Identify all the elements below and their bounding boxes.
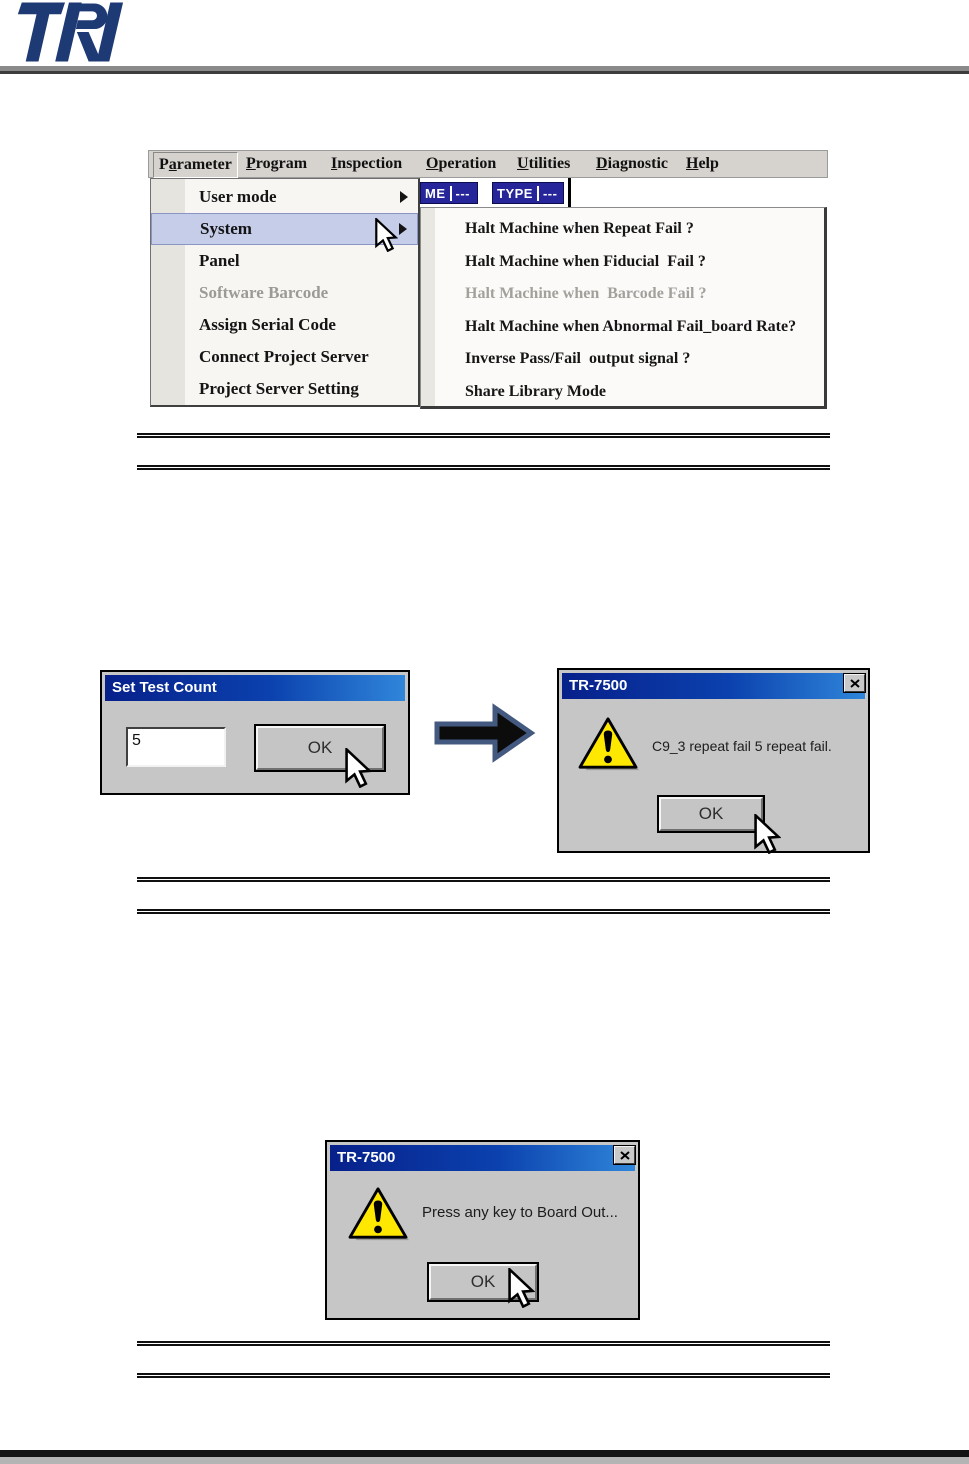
menu-program[interactable]: Program <box>246 155 308 172</box>
menu-utilities[interactable]: Utilities <box>517 155 571 172</box>
submenuitem-halt-fiducial-fail[interactable]: Halt Machine when Fiducial Fail ? <box>465 252 706 270</box>
footer-rule <box>0 1450 969 1457</box>
dialog-message: C9_3 repeat fail 5 repeat fail. <box>652 738 832 754</box>
tri-logo <box>8 0 126 64</box>
submenuitem-share-library-mode[interactable]: Share Library Mode <box>465 382 607 400</box>
dialog-titlebar[interactable] <box>562 673 865 699</box>
dialog-message: Press any key to Board Out... <box>422 1204 618 1221</box>
caption-rule <box>137 909 830 914</box>
toolbar-divider <box>568 178 571 208</box>
submenu-arrow-icon <box>400 191 408 203</box>
ok-button[interactable]: OK <box>657 795 765 833</box>
dialog-title: Set Test Count <box>112 679 217 696</box>
menu-help[interactable]: Help <box>686 155 719 172</box>
dialog-title: TR-7500 <box>569 677 628 694</box>
caption-rule <box>137 433 830 438</box>
menuitem-connect-project-server[interactable]: Connect Project Server <box>199 347 369 366</box>
menu-parameter[interactable]: Parameter <box>153 152 238 178</box>
toolbar-strip <box>420 178 827 208</box>
caption-rule <box>137 465 830 470</box>
repeat-fail-dialog <box>557 668 870 853</box>
menu-inspection[interactable]: Inspection <box>331 155 403 172</box>
submenu-arrow-icon <box>399 223 407 235</box>
type-field[interactable]: TYPE --- <box>492 182 564 204</box>
ok-button[interactable]: OK <box>254 724 386 772</box>
close-icon[interactable] <box>614 1146 635 1164</box>
menuitem-software-barcode[interactable]: Software Barcode <box>199 283 329 302</box>
ok-button[interactable]: OK <box>427 1262 539 1302</box>
mouse-cursor-icon <box>507 1268 535 1308</box>
mouse-cursor-icon <box>344 748 372 788</box>
menu-bar <box>148 150 828 178</box>
parameter-dropdown <box>150 178 420 407</box>
system-submenu <box>420 207 827 409</box>
warning-icon <box>577 716 639 772</box>
caption-rule <box>137 877 830 882</box>
dialog-titlebar[interactable] <box>330 1145 635 1171</box>
dialog-title: TR-7500 <box>337 1149 396 1166</box>
set-test-count-dialog <box>100 670 410 795</box>
menuitem-system[interactable]: System <box>151 213 418 245</box>
dialog-titlebar[interactable] <box>105 675 405 701</box>
flow-arrow-icon <box>433 700 537 766</box>
test-count-input[interactable] <box>126 727 226 767</box>
warning-icon <box>347 1186 409 1242</box>
caption-rule <box>137 1341 830 1346</box>
submenuitem-halt-repeat-fail[interactable]: Halt Machine when Repeat Fail ? <box>465 220 694 237</box>
menu-diagnostic[interactable]: Diagnostic <box>596 155 669 172</box>
menuitem-project-server-setting[interactable]: Project Server Setting <box>199 379 359 398</box>
footer-rule-shadow <box>0 1457 969 1464</box>
name-field[interactable]: ME --- <box>420 182 478 204</box>
close-icon[interactable] <box>844 674 865 692</box>
menu-screenshot <box>148 150 828 410</box>
submenuitem-halt-barcode-fail[interactable]: Halt Machine when Barcode Fail ? <box>465 285 707 302</box>
submenuitem-halt-abnormal-rate[interactable]: Halt Machine when Abnormal Fail_board Rate? <box>465 317 797 335</box>
submenu-gutter <box>421 208 435 406</box>
menu-operation[interactable]: Operation <box>426 155 497 172</box>
board-out-dialog <box>325 1140 640 1320</box>
header-rule <box>0 66 969 74</box>
menuitem-user-mode[interactable]: User mode <box>151 181 418 213</box>
mouse-cursor-icon <box>753 814 781 854</box>
mouse-cursor-icon <box>374 218 398 252</box>
submenuitem-inverse-passfail[interactable]: Inverse Pass/Fail output signal ? <box>465 350 691 367</box>
menuitem-panel[interactable]: Panel <box>199 251 240 270</box>
menuitem-assign-serial-code[interactable]: Assign Serial Code <box>199 315 336 334</box>
caption-rule <box>137 1373 830 1378</box>
